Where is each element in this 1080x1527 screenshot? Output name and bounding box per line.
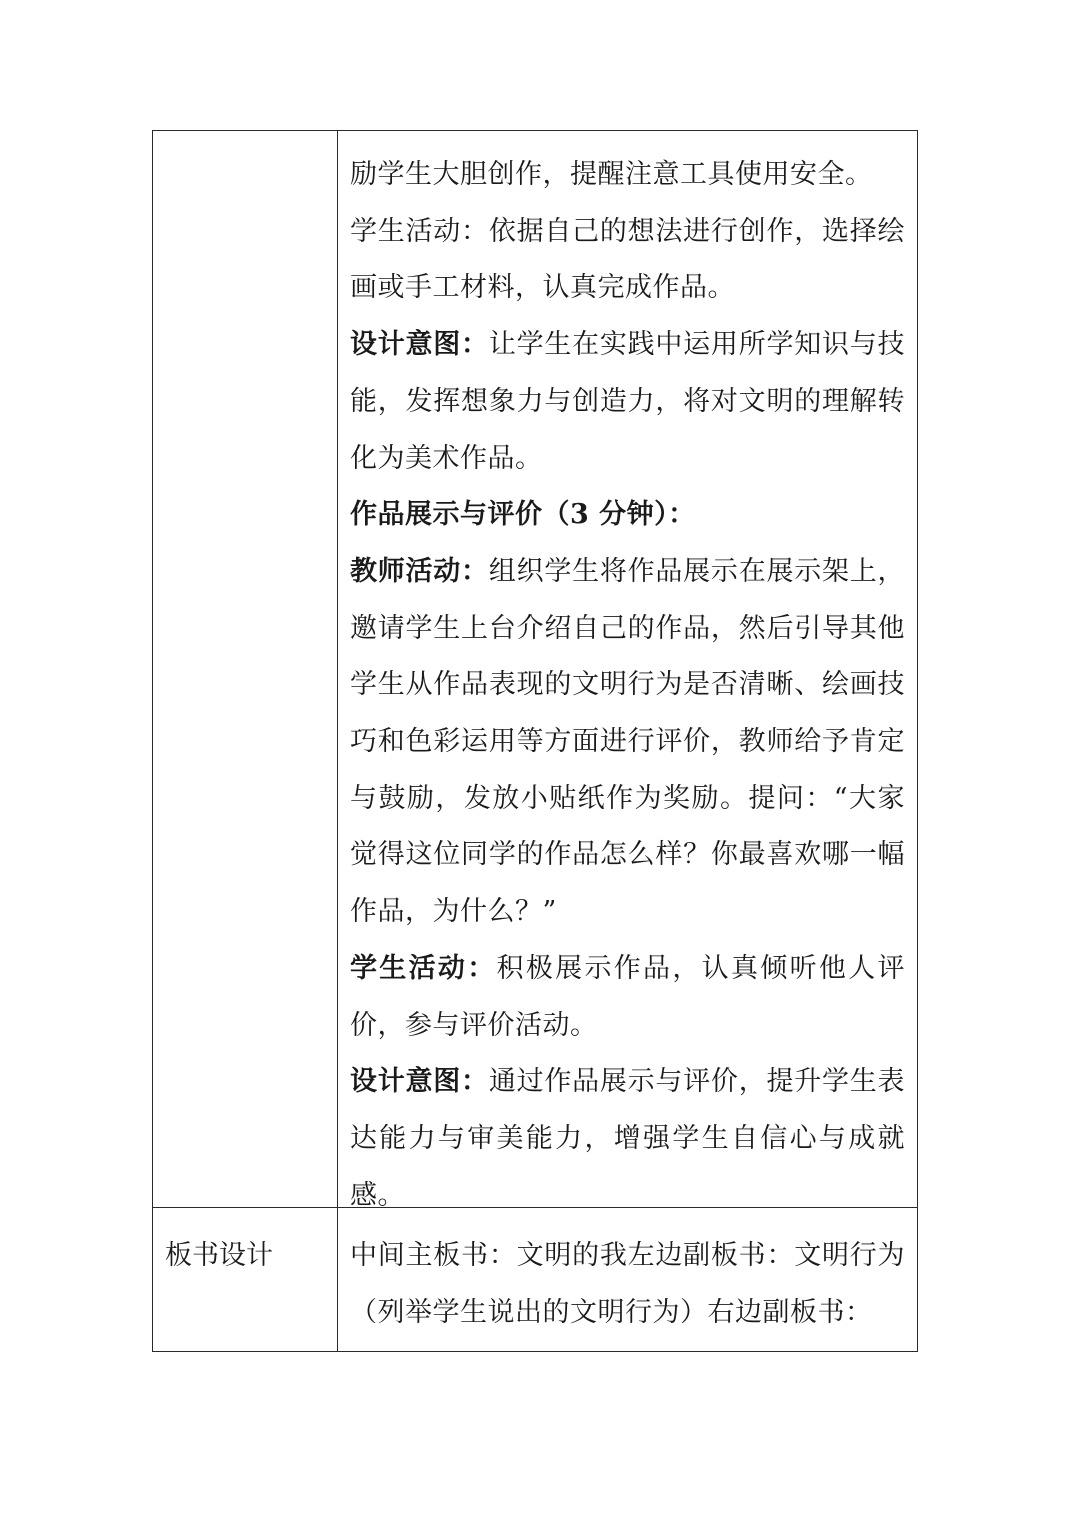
- paragraph-text: 中间主板书：文明的我左边副板书：文明行为（列举学生说出的文明行为）右边副板书：: [350, 1240, 905, 1328]
- paragraph: [350, 544, 905, 941]
- paragraph-heading: 设计意图：: [350, 329, 489, 361]
- table-row: [153, 1208, 918, 1352]
- paragraph: [350, 941, 905, 1054]
- teaching-process-content: [338, 131, 917, 1211]
- paragraph-heading: 设计意图：: [350, 1066, 489, 1098]
- row-label-blackboard-design: 板书设计: [165, 1240, 273, 1271]
- row-content-cell: [338, 1208, 918, 1352]
- row-label-cell: [153, 1208, 338, 1352]
- paragraph: [350, 317, 905, 487]
- row-label-cell: [153, 131, 338, 1208]
- paragraph: [350, 1054, 905, 1224]
- paragraph-text: 通过作品展示与评价，提升学生表达能力与审美能力，增强学生自信心与成就感。: [350, 1066, 906, 1211]
- paragraph-text: 组织学生将作品展示在展示架上，邀请学生上台介绍自己的作品，然后引导其他学生从作品表现的文明行为是否清晰、绘画技巧和色彩运用等方面进行评价，教师给予肯定与鼓励，发放小贴纸作为奖励。提问：“大家觉得这位同学的作品怎么样？你最喜欢哪一幅作品，为什么？”: [350, 555, 906, 928]
- blackboard-design-content: [338, 1208, 917, 1351]
- paragraph-text: 积极展示作品，认真倾听他人评价，参与评价活动。: [350, 952, 906, 1041]
- paragraph-text: 励学生大胆创作，提醒注意工具使用安全。: [350, 159, 873, 190]
- section-heading: 作品展示与评价（3 分钟）：: [350, 499, 696, 531]
- paragraph: [350, 487, 905, 544]
- paragraph-heading: 教师活动：: [350, 555, 489, 587]
- paragraph: [350, 147, 905, 204]
- row-content-cell: [338, 131, 918, 1211]
- paragraph-text: 学生活动：依据自己的想法进行创作，选择绘画或手工材料，认真完成作品。: [350, 215, 905, 304]
- paragraph-heading: 学生活动：: [350, 952, 497, 984]
- table-row: [153, 131, 918, 1208]
- lesson-plan-table: [152, 130, 918, 1352]
- row-label: [153, 131, 337, 151]
- paragraph: [350, 204, 905, 317]
- paragraph-text: 让学生在实践中运用所学知识与技能，发挥想象力与创造力，将对文明的理解转化为美术作品。: [350, 329, 906, 474]
